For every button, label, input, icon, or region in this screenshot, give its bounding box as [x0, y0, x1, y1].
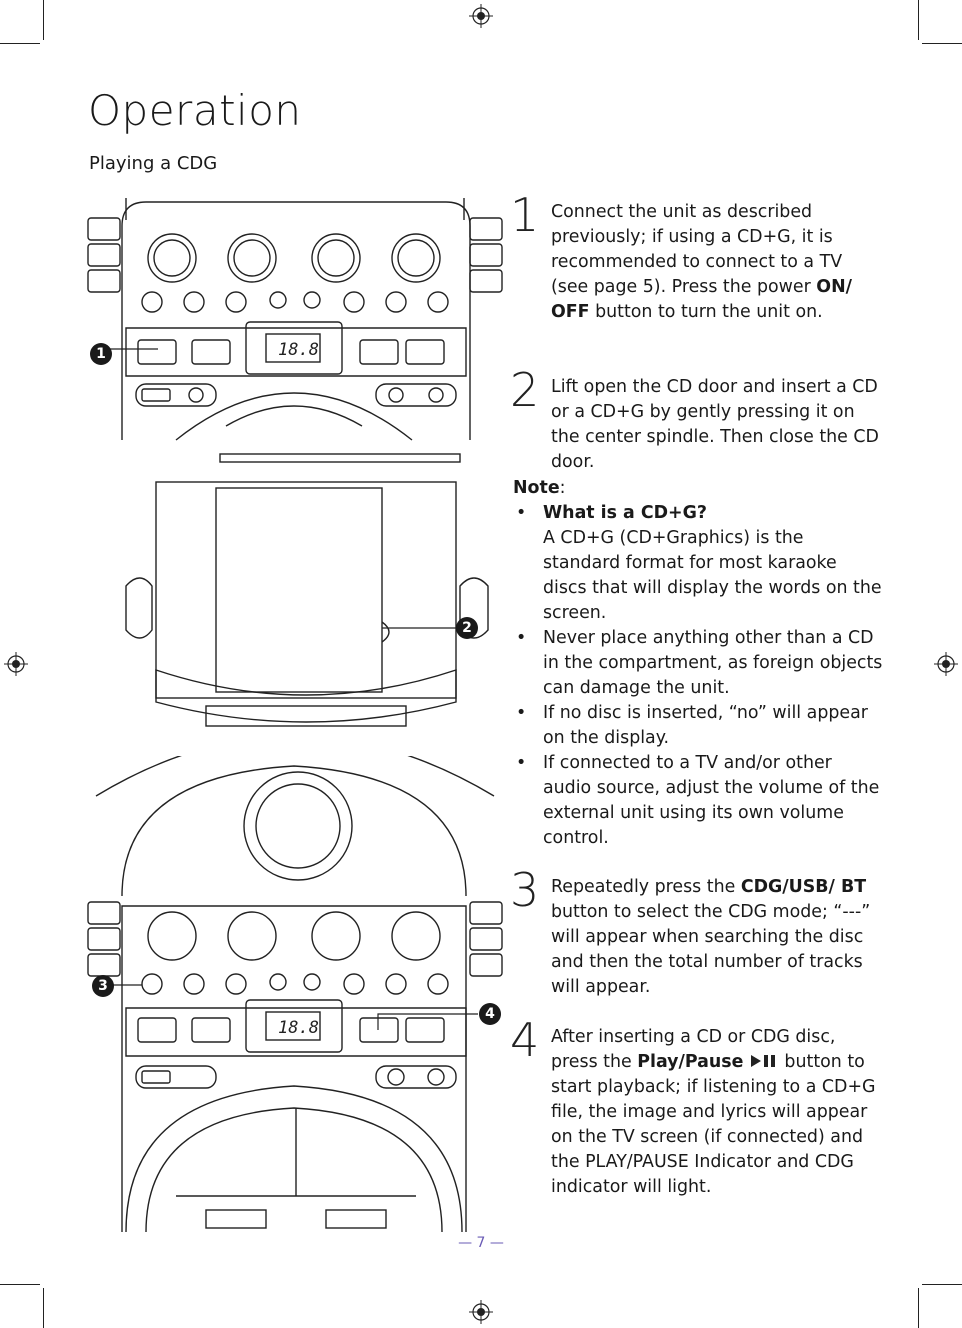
step-text: Repeatedly press the CDG/USB/ BT button to select the CDG mode; “---” will appear when searching the disc and then the total number of tracks will appear.: [551, 877, 871, 997]
registration-mark-icon: [469, 1300, 493, 1324]
note-list: [513, 501, 883, 851]
crop-mark: [922, 43, 962, 44]
step-4: [510, 1013, 880, 1200]
step-number: 4: [510, 1013, 540, 1067]
crop-mark: [918, 1288, 919, 1328]
display-readout: 18.8: [278, 1018, 319, 1038]
crop-mark: [43, 0, 44, 40]
step-3: [510, 863, 880, 1000]
step-text: Connect the unit as described previously; if using a CD+G, it is recommended to connect to a TV (see page 5). Press the power ON/ OFF button to turn the unit on.: [551, 202, 852, 322]
power-button-label: ON/ OFF: [551, 277, 852, 322]
step-number: 2: [510, 363, 540, 417]
crop-mark: [918, 0, 919, 40]
list-item: • What is a CD+G? A CD+G (CD+Graphics) is the standard format for most karaoke discs that will display the words on the screen.: [516, 503, 882, 623]
play-pause-label: Play/Pause: [637, 1052, 744, 1072]
crop-mark: [0, 1284, 40, 1285]
page-number: — 7 —: [458, 1235, 504, 1251]
step-number: 3: [510, 863, 540, 917]
registration-mark-icon: [4, 652, 28, 676]
callout-2: 2: [456, 617, 478, 639]
list-item: • Never place anything other than a CD in the compartment, as foreign objects can damage the unit.: [516, 628, 883, 698]
list-item: • If no disc is inserted, “no” will appear on the display.: [516, 703, 868, 748]
step-1: [510, 188, 880, 325]
page-title: Operation: [88, 86, 302, 135]
callout-1: 1: [90, 343, 112, 365]
registration-mark-icon: [934, 652, 958, 676]
display-readout: 18.8: [278, 340, 319, 360]
list-item: • If connected to a TV and/or other audio source, adjust the volume of the external unit using its own volume control.: [516, 753, 880, 848]
bullet-heading: What is a CD+G?: [543, 503, 707, 523]
note-heading: Note:: [513, 478, 566, 498]
crop-mark: [43, 1288, 44, 1328]
play-pause-icon: [749, 1054, 779, 1068]
registration-mark-icon: [469, 4, 493, 28]
crop-mark: [922, 1284, 962, 1285]
crop-mark: [0, 43, 40, 44]
control-panel-illustration: [86, 196, 504, 442]
step-2: [510, 363, 880, 475]
mode-button-label: CDG/USB/ BT: [740, 877, 867, 897]
section-subtitle: Playing a CDG: [89, 153, 218, 174]
step-number: 1: [510, 188, 540, 242]
step-text: Lift open the CD door and insert a CD or a CD+G by gently pressing it on the center spindle. Then close the CD door.: [551, 377, 879, 472]
callout-4: 4: [479, 1003, 501, 1025]
cd-compartment-illustration: [120, 450, 500, 746]
step-text: After inserting a CD or CDG disc, press the Play/Pause button to start playback; if listening to a CD+G file, the image and lyrics will appear on the TV screen (if connected) and the PLAY/PAUSE Indicator and CDG indicator will light.: [551, 1027, 876, 1197]
front-panel-illustration: [86, 756, 504, 1232]
callout-3: 3: [92, 975, 114, 997]
